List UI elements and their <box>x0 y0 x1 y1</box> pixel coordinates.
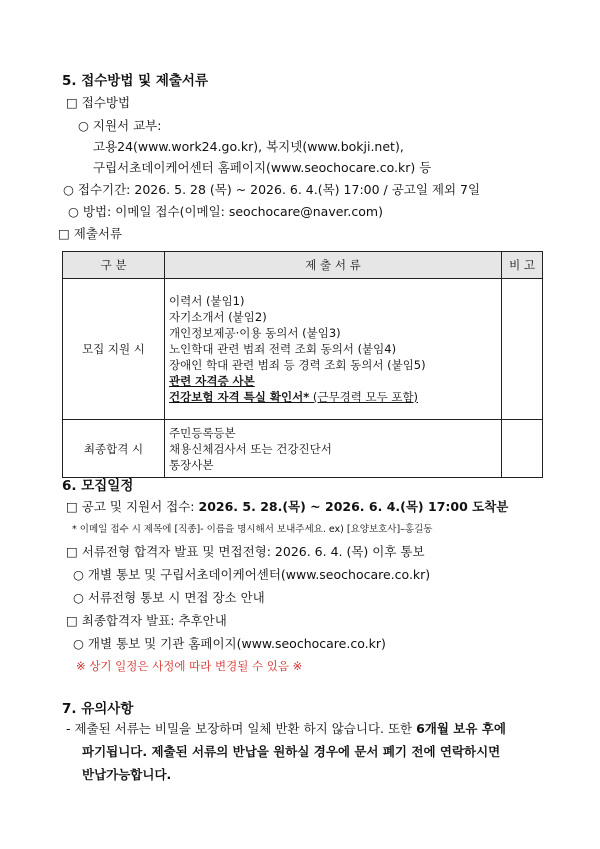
row-note <box>502 279 543 420</box>
list-item: 장애인 학대 관련 범죄 등 경력 조회 동의서 (붙임5) <box>169 358 426 372</box>
notice-dates: 2026. 5. 28.(목) ~ 2026. 6. 4.(목) 17:00 도착분 <box>198 499 509 514</box>
submit-line-1: 고용24(www.work24.go.kr), 복지넷(www.bokji.net), <box>93 139 404 154</box>
caution-prefix: - 제출된 서류는 비밀을 보장하며 일체 반환 하지 않습니다. 또한 <box>66 721 417 736</box>
caution-line-3: 반납가능합니다. <box>82 767 172 782</box>
list-item: 채용신체검사서 또는 건강진단서 <box>169 441 332 456</box>
documents-table <box>62 251 543 478</box>
method-text: ○ 방법: 이메일 접수(이메일: seochocare@naver.com) <box>68 204 383 219</box>
list-item: 관련 자격증 사본 <box>169 374 255 388</box>
list-item: 노인학대 관련 범죄 전력 조회 동의서 (붙임4) <box>169 342 397 356</box>
list-item: 개인정보제공·이용 동의서 (붙임3) <box>169 326 341 340</box>
interview-sub-1: ○ 개별 통보 및 구립서초데이케어센터(www.seochocare.co.kr) <box>73 567 431 582</box>
docs-title: □ 제출서류 <box>58 226 123 241</box>
final-line: □ 최종합격자 발표: 추후안내 <box>66 613 227 628</box>
method-title: □ 접수방법 <box>66 95 131 110</box>
list-item <box>169 389 497 405</box>
header-documents: 제 출 서 류 <box>165 252 502 279</box>
interview-line: □ 서류전형 합격자 발표 및 면접전형: 2026. 6. 4. (목) 이후 통보 <box>66 544 425 559</box>
submit-line-2: 구립서초데이케어센터 홈페이지(www.seochocare.co.kr) 등 <box>93 160 432 175</box>
row-category: 최종합격 시 <box>63 420 165 478</box>
header-note: 비 고 <box>502 252 543 279</box>
list-item: 이력서 (붙임1) <box>169 294 245 308</box>
list-item: 통장사본 <box>169 457 214 472</box>
section-7-heading: 7. 유의사항 <box>62 701 134 717</box>
change-notice: ※ 상기 일정은 사정에 따라 변경될 수 있음 ※ <box>76 659 303 673</box>
row-note <box>502 420 543 478</box>
submit-label: ○ 지원서 교부: <box>78 118 162 133</box>
email-note: * 이메일 접수 시 제목에 [직종]- 이름을 명시해서 보내주세요. ex) [요양보호사]–홍길동 <box>72 524 433 535</box>
header-category: 구 분 <box>63 252 165 279</box>
interview-sub-2: ○ 서류전형 통보 시 면접 장소 안내 <box>73 590 265 605</box>
list-item-suffix: (근무경력 모두 포함) <box>309 390 419 404</box>
document-list <box>165 279 502 420</box>
notice-line <box>66 497 508 515</box>
caution-line-2: 파기됩니다. 제출된 서류의 반납을 원하실 경우에 문서 폐기 전에 연락하시면 <box>82 744 501 759</box>
table-header-row <box>63 252 543 279</box>
row-category: 모집 지원 시 <box>63 279 165 420</box>
document-list <box>165 420 502 478</box>
section-6-heading: 6. 모집일정 <box>62 478 134 494</box>
list-item: 주민등록등본 <box>169 425 236 440</box>
section-5-heading: 5. 접수방법 및 제출서류 <box>62 73 208 89</box>
final-sub: ○ 개별 통보 및 기관 홈페이지(www.seochocare.co.kr) <box>73 636 386 651</box>
period-text: ○ 접수기간: 2026. 5. 28 (목) ~ 2026. 6. 4.(목) 17:00 / 공고일 제외 7일 <box>63 182 481 197</box>
caution-line-1 <box>66 719 506 737</box>
table-row <box>63 279 543 420</box>
caution-bold: 6개월 보유 후에 <box>416 721 506 736</box>
table-row <box>63 420 543 478</box>
list-item-bold: 건강보험 자격 특실 확인서* <box>169 390 310 404</box>
notice-prefix: □ 공고 및 지원서 접수: <box>66 499 199 514</box>
list-item: 자기소개서 (붙임2) <box>169 310 267 324</box>
